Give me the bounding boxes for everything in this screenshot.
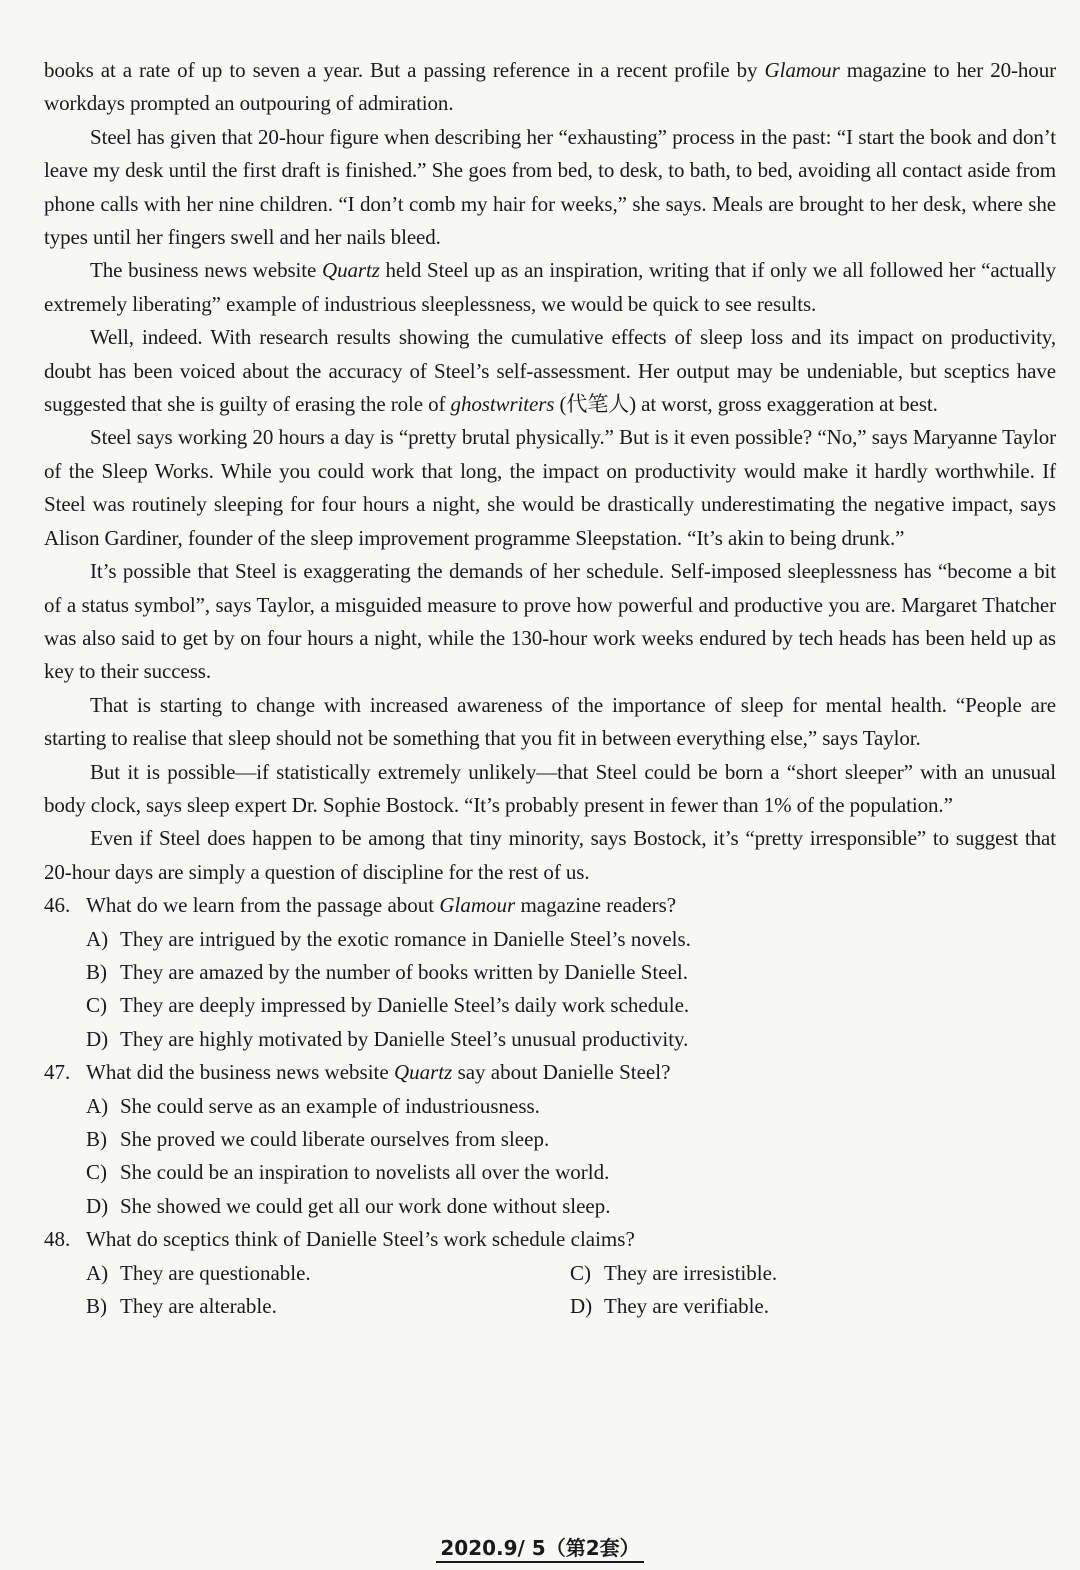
option-text: They are deeply impressed by Danielle Steel’s daily work schedule. xyxy=(120,993,690,1018)
option-b[interactable] xyxy=(86,1290,570,1323)
option-letter: C) xyxy=(86,1160,107,1185)
option-a[interactable] xyxy=(86,1090,1056,1123)
question-number: 48. xyxy=(44,1227,71,1252)
option-text: They are verifiable. xyxy=(604,1294,769,1319)
option-text: They are irresistible. xyxy=(604,1260,778,1285)
passage-paragraph: But it is possible—if statistically extremely unlikely—that Steel could be born a “short sleeper” with an unusual body clock, says sleep expert Dr. Sophie Bostock. “It’s probably present in fewer than 1% of the population.” xyxy=(44,759,1056,817)
option-text: She proved we could liberate ourselves from sleep. xyxy=(120,1127,550,1151)
reading-passage xyxy=(44,54,1056,889)
question-46 xyxy=(44,889,1056,1056)
question-text: What do sceptics think of Danielle Steel’s work schedule claims? xyxy=(86,1227,635,1252)
option-letter: D) xyxy=(570,1294,593,1319)
option-text: She showed we could get all our work done without sleep. xyxy=(120,1193,611,1218)
option-letter: D) xyxy=(86,1026,109,1051)
question-list xyxy=(44,889,1056,1323)
passage-paragraph: Steel says working 20 hours a day is “pretty brutal physically.” But is it even possible? “No,” says Maryanne Taylor of the Sleep Works. While you could work that long, the impact on productivity would make it hardly worthwhile. If Steel was routinely sleeping for four hours a night, she would be drastically underestimating the negative impact, says Alison Gardiner, founder of the sleep improvement programme Sleepstation. “It’s akin to being drunk.” xyxy=(44,425,1056,550)
question-stem xyxy=(44,889,1056,922)
option-text: They are highly motivated by Danielle Steel’s unusual productivity. xyxy=(120,1026,689,1051)
passage-paragraph: It’s possible that Steel is exaggerating the demands of her schedule. Self-imposed sleeplessness has “become a bit of a status symbol”, says Taylor, a misguided measure to prove how powerful and productive you are. Margaret Thatcher was also said to get by on four hours a night, while the 130-hour work weeks endured by tech heads has been held up as key to their success. xyxy=(44,559,1056,684)
option-letter: C) xyxy=(570,1260,591,1285)
question-text: What do we learn from the passage about Glamour magazine readers? xyxy=(86,893,677,918)
option-c[interactable] xyxy=(86,1156,1056,1189)
passage-paragraph: Even if Steel does happen to be among that tiny minority, says Bostock, it’s “pretty irresponsible” to suggest that 20-hour days are simply a question of discipline for the rest of us. xyxy=(44,826,1056,884)
passage-paragraph: Well, indeed. With research results showing the cumulative effects of sleep loss and its impact on productivity, doubt has been voiced about the accuracy of Steel’s self-assessment. Her output may be undeniable, but sceptics have suggested that she is guilty of erasing the role of ghostwriters (代笔人) at worst, gross exaggeration at best. xyxy=(44,325,1056,417)
option-grid xyxy=(44,1257,1056,1324)
option-text: They are alterable. xyxy=(120,1294,277,1319)
option-list xyxy=(44,1090,1056,1224)
question-stem xyxy=(44,1223,1056,1256)
option-letter: C) xyxy=(86,993,107,1018)
page-footer xyxy=(0,1532,1080,1561)
option-a[interactable] xyxy=(86,1257,570,1290)
question-number: 47. xyxy=(44,1060,71,1085)
option-letter: A) xyxy=(86,1260,109,1285)
option-text: They are amazed by the number of books written by Danielle Steel. xyxy=(120,959,688,984)
question-stem xyxy=(44,1056,1056,1089)
passage-paragraph: Steel has given that 20-hour figure when describing her “exhausting” process in the past: “I start the book and don’t leave my desk until the first draft is finished.” She goes from bed, to desk, to bath, to bed, avoiding all contact aside from phone calls with her nine children. “I don’t comb my hair for weeks,” she says. Meals are brought to her desk, where she types until her fingers swell and her nails bleed. xyxy=(44,124,1056,250)
option-d[interactable] xyxy=(86,1023,1056,1056)
option-list xyxy=(44,923,1056,1057)
option-b[interactable] xyxy=(86,956,1056,989)
page-number: 2020.9/ 5（第2套） xyxy=(436,1536,643,1563)
question-number: 46. xyxy=(44,893,71,918)
option-letter: B) xyxy=(86,1294,107,1319)
option-text: She could be an inspiration to novelists all over the world. xyxy=(120,1160,610,1185)
passage-paragraph: That is starting to change with increased awareness of the importance of sleep for mental health. “People are starting to realise that sleep should not be something that you fit in between everything else,” says Taylor. xyxy=(44,692,1056,751)
option-c[interactable] xyxy=(570,1257,970,1290)
option-d[interactable] xyxy=(570,1290,970,1323)
question-48 xyxy=(44,1223,1056,1323)
option-letter: B) xyxy=(86,1127,107,1151)
option-text: They are questionable. xyxy=(120,1260,311,1285)
option-letter: D) xyxy=(86,1193,109,1218)
option-text: They are intrigued by the exotic romance in Danielle Steel’s novels. xyxy=(120,926,691,951)
question-text: What did the business news website Quartz say about Danielle Steel? xyxy=(86,1060,671,1085)
option-text: She could serve as an example of industriousness. xyxy=(120,1093,540,1118)
option-letter: A) xyxy=(86,1093,109,1118)
option-b[interactable] xyxy=(86,1123,1056,1156)
question-47 xyxy=(44,1056,1056,1223)
passage-paragraph: The business news website Quartz held Steel up as an inspiration, writing that if only we all followed her “actually extremely liberating” example of industrious sleeplessness, we would be quick to see results. xyxy=(44,258,1056,316)
option-a[interactable] xyxy=(86,923,1056,956)
option-letter: A) xyxy=(86,926,109,951)
option-d[interactable] xyxy=(86,1190,1056,1223)
option-c[interactable] xyxy=(86,989,1056,1022)
passage-paragraph: books at a rate of up to seven a year. But a passing reference in a recent profile by Glamour magazine to her 20-hour workdays prompted an outpouring of admiration. xyxy=(44,58,1057,116)
option-letter: B) xyxy=(86,959,107,984)
